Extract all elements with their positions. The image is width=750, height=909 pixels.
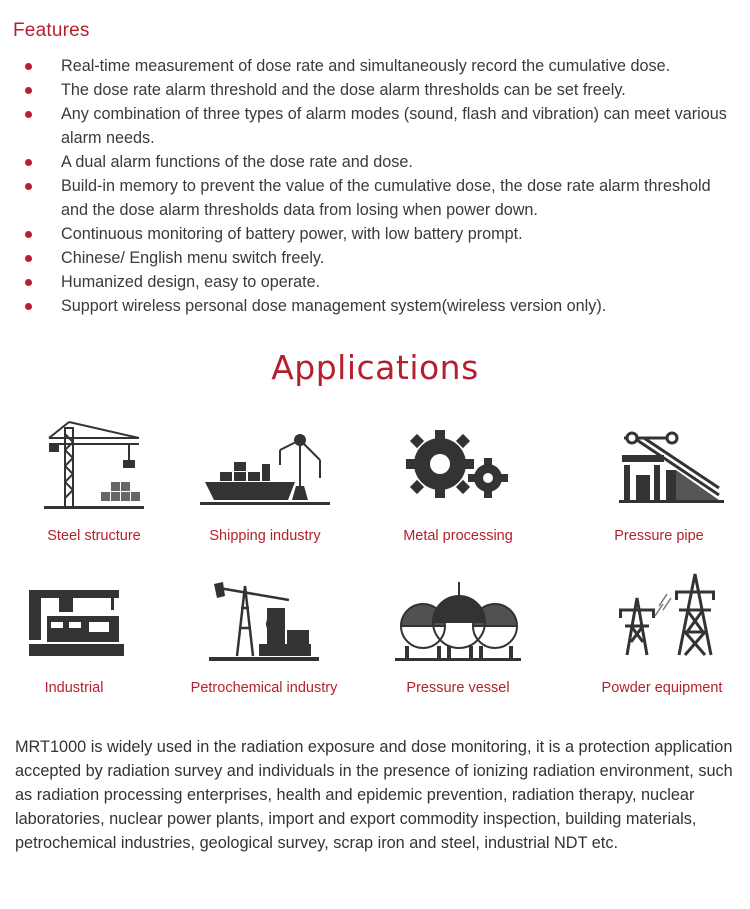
tower-crane-icon — [39, 420, 149, 510]
feature-text: Humanized design, easy to operate. — [61, 273, 321, 291]
bullet-dot — [25, 231, 32, 238]
feature-text: A dual alarm functions of the dose rate and dose. — [61, 153, 413, 171]
feature-text: Chinese/ English menu switch freely. — [61, 249, 325, 267]
applications-title: Applications — [271, 348, 479, 387]
application-petrochemical-industry — [170, 578, 358, 708]
application-label: Petrochemical industry — [190, 680, 338, 696]
application-label: Powder equipment — [601, 680, 723, 696]
feature-item — [0, 102, 750, 150]
bullet-dot — [25, 63, 32, 70]
application-pressure-vessel — [364, 578, 552, 708]
application-label: Pressure pipe — [614, 528, 704, 544]
product-description: MRT1000 is widely used in the radiation exposure and dose monitoring, it is a protection application accepted by radiation survey and individuals in the presence of ionizing radiation environment, such as radiation processing enterprises, health and epidemic prevention, radiation therapy, nuclear laboratories, nuclear power plants, import and export commodity inspection, building materials, petrochemical industries, geological survey, scrap iron and steel, industrial NDT etc. — [15, 738, 733, 852]
feature-item — [0, 222, 750, 246]
application-label: Industrial — [44, 680, 104, 696]
gears-icon — [398, 420, 518, 510]
application-label: Pressure vessel — [406, 680, 510, 696]
bullet-dot — [25, 303, 32, 310]
application-steel-structure — [0, 420, 188, 560]
bullet-dot — [25, 279, 32, 286]
application-metal-processing — [364, 420, 552, 560]
features-title: Features — [13, 20, 90, 41]
application-label: Steel structure — [47, 528, 141, 544]
feature-item — [0, 150, 750, 174]
feature-text: Support wireless personal dose management system(wireless version only). — [61, 297, 607, 315]
power-tower-icon — [597, 570, 727, 660]
feature-item — [0, 78, 750, 102]
feature-item — [0, 294, 750, 318]
application-powder-equipment — [568, 570, 750, 708]
application-label: Metal processing — [403, 528, 513, 544]
feature-text: The dose rate alarm threshold and the dose alarm thresholds can be set freely. — [61, 81, 626, 99]
bullet-dot — [25, 159, 32, 166]
feature-text: Real-time measurement of dose rate and simultaneously record the cumulative dose. — [61, 57, 671, 75]
spherical-tanks-icon — [393, 578, 523, 663]
application-pressure-pipe — [565, 420, 750, 560]
industrial-machine-icon — [19, 578, 129, 663]
feature-text: Continuous monitoring of battery power, with low battery prompt. — [61, 225, 523, 243]
application-label: Shipping industry — [209, 528, 321, 544]
feature-item — [0, 174, 750, 222]
bullet-dot — [25, 183, 32, 190]
pipe-plant-icon — [594, 420, 724, 510]
bullet-dot — [25, 111, 32, 118]
feature-item — [0, 246, 750, 270]
features-list — [0, 54, 750, 318]
feature-item — [0, 54, 750, 78]
bullet-dot — [25, 87, 32, 94]
feature-text: Build-in memory to prevent the value of the cumulative dose, the dose rate alarm threshold and the dose alarm thresholds data from losing when power down. — [61, 177, 711, 219]
application-shipping-industry — [171, 420, 359, 560]
application-industrial — [0, 578, 168, 708]
feature-item — [0, 270, 750, 294]
feature-text: Any combination of three types of alarm modes (sound, flash and vibration) can meet various alarm needs. — [61, 105, 727, 147]
oil-pump-icon — [209, 578, 319, 663]
cargo-ship-icon — [200, 420, 330, 510]
bullet-dot — [25, 255, 32, 262]
